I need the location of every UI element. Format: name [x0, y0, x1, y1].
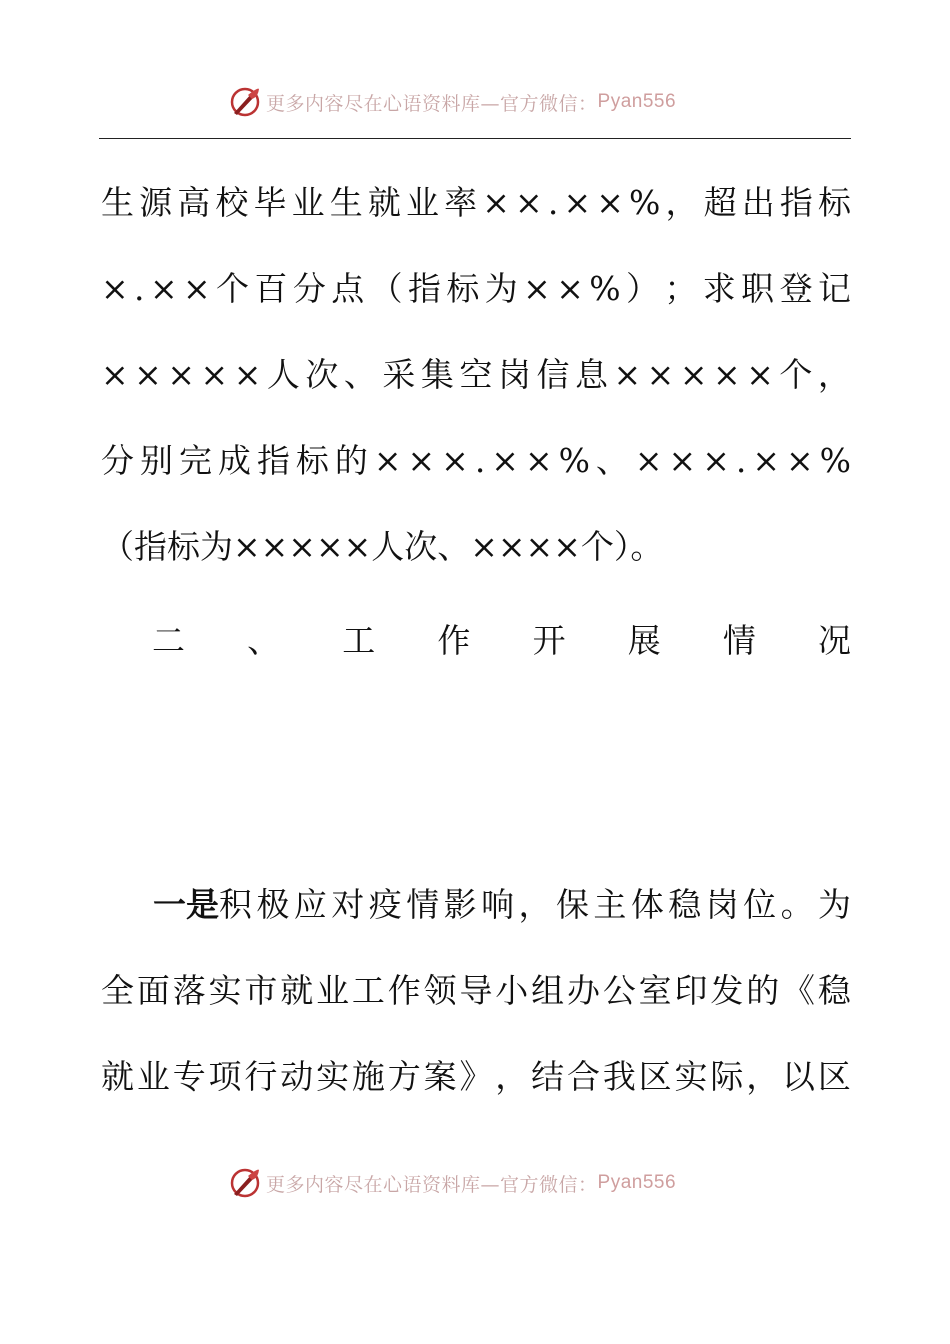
paragraph-line: 就 业 专 项 行 动 实 施 方 案 》 ， 结 合 我 区 实 际 ， 以 区 — [101, 1057, 851, 1096]
section-heading — [152, 598, 851, 684]
watermark-text: 更多内容尽在心语资料库—官方微信： — [266, 1173, 598, 1196]
heading-char: 工 — [342, 621, 376, 660]
quill-logo-icon — [228, 85, 262, 119]
first-line-rest: 积 极 应 对 疫 情 影 响 ， 保 主 体 稳 岗 位 。 为 — [219, 885, 851, 924]
header-watermark — [228, 82, 676, 122]
section-heading-line — [152, 598, 851, 684]
header-divider — [99, 138, 851, 139]
paragraph-line: 全 面 落 实 市 就 业 工 作 领 导 小 组 办 公 室 印 发 的 《 稳 — [101, 971, 851, 1010]
heading-char: 情 — [722, 621, 756, 660]
heading-char: 、 — [247, 621, 281, 660]
watermark-account: Pyan556 — [597, 1172, 677, 1193]
heading-char: 展 — [627, 621, 661, 660]
paragraph-line: × × × × × 人 次 、 采 集 空 岗 信 息 × × × × × 个 ， — [101, 355, 851, 394]
quill-logo-icon — [228, 1166, 262, 1200]
heading-char: 二 — [152, 621, 185, 660]
footer-watermark — [228, 1163, 676, 1203]
paragraph-line: （指标为×××××人次、××××个）。 — [101, 527, 664, 566]
paragraph-line: × . × × 个 百 分 点 （ 指 标 为 × × % ） ； 求 职 登 记 — [101, 269, 851, 308]
lead-phrase: 一是 — [153, 885, 219, 924]
heading-char: 况 — [817, 621, 851, 660]
paragraph-2 — [101, 862, 851, 1120]
watermark-text: 更多内容尽在心语资料库—官方微信： — [266, 92, 598, 115]
watermark-account: Pyan556 — [597, 91, 677, 112]
heading-char: 开 — [532, 621, 566, 660]
paragraph-first-line — [101, 862, 851, 948]
paragraph-1 — [101, 160, 851, 590]
heading-char: 作 — [437, 621, 471, 660]
paragraph-line: 生 源 高 校 毕 业 生 就 业 率 × × . × × % ， 超 出 指 标 — [101, 183, 851, 222]
paragraph-line: 分 别 完 成 指 标 的 × × × . × × % 、 × × × . × × % — [101, 441, 851, 480]
